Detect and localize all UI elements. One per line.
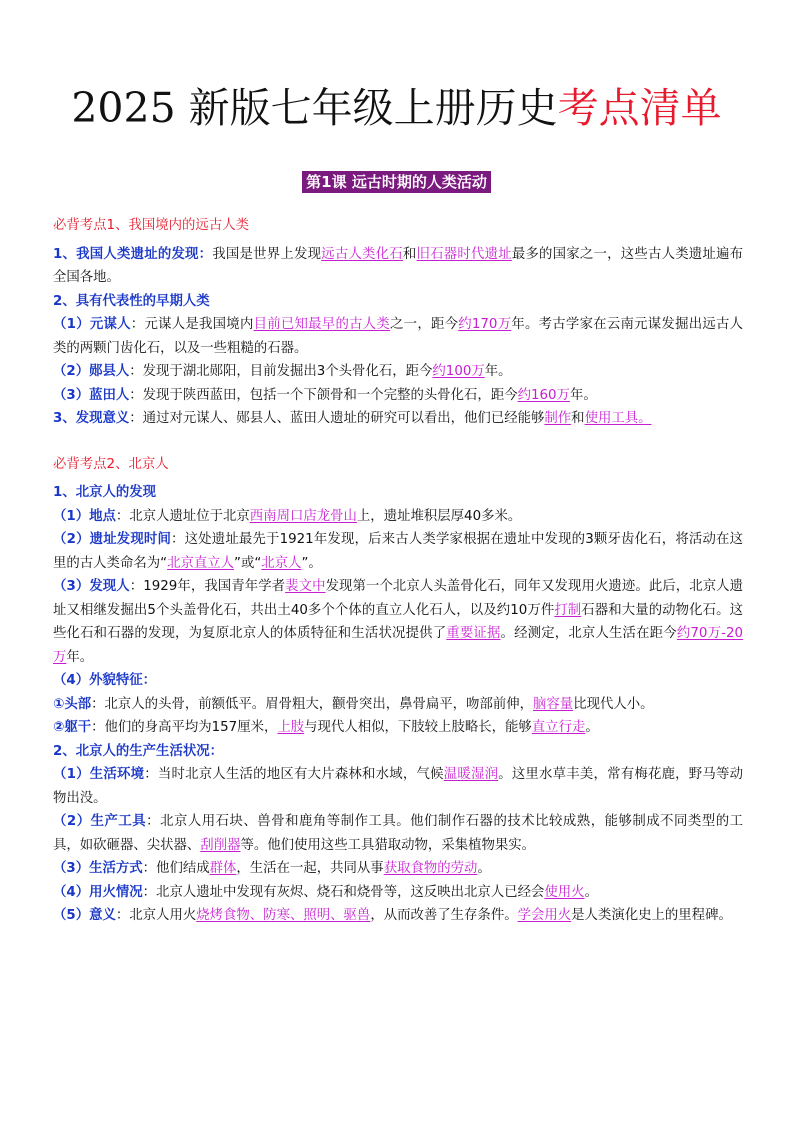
key-term: 目前已知最早的古人类 [253,317,391,332]
paragraph [53,505,743,529]
section-heading-1: 必背考点1、我国境内的远古人类 [53,218,249,233]
key-term: 约170万 [458,317,512,332]
text: 与现代人相似，下肢较上肢略长，能够 [304,720,532,735]
key-term: 制作 [544,411,572,426]
key-term: 约100万 [432,364,485,379]
text: ：1929年，我国青年学者 [129,579,286,594]
text: ，生活在一起，共同从事 [236,861,384,876]
key-term: 烧烤食物、防寒、照明、驱兽 [196,908,371,923]
key-term: 西南周口店龙骨山 [249,508,357,524]
text: 我国是世界上发现 [212,246,322,262]
text: 。 [584,884,598,900]
paragraph [53,384,743,408]
text: 石器和大量的动物化石。这些化石和石器的发现，为复原北京人的体质特征和生活状况提供了 [53,602,743,641]
text: 上，遗址堆积层厚40多米。 [356,508,522,524]
text: 年。 [66,649,94,665]
title-main: 2025 新版七年级上册历史 [71,84,558,132]
text: 是人类演化史上的里程碑。 [571,908,732,923]
text: ：北京人遗址中发现有灰烬、烧石和烧骨等，这反映出北京人已经会 [142,884,545,900]
point-lead: （3）生活方式 [53,861,143,876]
point-lead: （5）意义 [53,908,116,923]
text: 年。 [569,387,597,403]
key-term: 北京直立人 [167,555,235,571]
key-term: 使用工具。 [584,411,652,426]
paragraph [53,360,743,384]
paragraph [53,669,743,693]
key-term: 直立行走 [531,720,586,735]
paragraph [53,575,743,669]
point-lead: （2）郧县人 [53,364,130,379]
text: ：北京人遗址位于北京 [115,508,250,524]
point-lead: 1、我国人类遗址的发现： [53,246,213,262]
point-lead: （1）地点 [53,508,116,524]
paragraph [53,763,743,810]
paragraph [53,881,743,905]
text: ：当时北京人生活的地区有大片森林和水域，气候 [144,767,444,782]
title-highlight: 考点清单 [557,84,722,132]
key-term: 温暖湿润 [443,767,499,782]
text: 。 [585,720,599,735]
paragraph [53,481,743,505]
point-lead: （3）蓝田人 [53,387,130,403]
section-heading-2: 必背考点2、北京人 [53,456,169,472]
paragraph [53,693,743,717]
text: ：元谋人是我国境内 [130,317,254,332]
key-term: 约70万-20万 [53,626,744,665]
paragraph [53,528,743,575]
text: 比现代人小。 [573,696,654,712]
text: ：他们的身高平均为157厘米， [91,720,278,735]
paragraph [53,740,743,764]
key-term: 使用火 [544,884,585,900]
text: 。这里水草丰美，常有梅花鹿，野马等动物出没。 [53,767,744,806]
point-lead: 2、具有代表性的早期人类 [53,293,210,309]
point-lead: （1）元谋人 [53,317,131,332]
key-term: 约160万 [517,387,570,403]
key-term: 获取食物的劳动 [383,861,478,876]
point-lead: （2）生产工具 [53,814,147,829]
text: ：他们结成 [142,861,210,876]
key-term: 学会用火 [517,908,572,923]
paragraph [53,243,743,290]
text: 等。他们使用这些工具猎取动物，采集植物果实。 [240,837,536,853]
key-term: 刮削器 [200,837,241,853]
text: ：北京人的头骨，前额低平。眉骨粗大，颧骨突出，鼻骨扁平，吻部前伸， [91,696,534,712]
key-term: 远古人类化石 [321,246,403,262]
text: ，从而改善了生存条件。 [370,908,518,923]
text: ：北京人用火 [115,908,197,923]
paragraph [53,810,743,857]
point-lead: ②躯干 [53,720,92,735]
text: 和 [402,246,417,262]
key-term: 群体 [209,861,237,876]
text: ：发现于陕西蓝田，包括一个下颌骨和一个完整的头骨化石，距今 [129,387,518,403]
text: 和 [571,411,585,426]
point-lead: 2、北京人的生产生活状况： [53,743,224,759]
point-lead: （4）用火情况 [53,884,143,900]
key-term: 重要证据 [446,626,501,641]
text: ：通过对元谋人、郧县人、蓝田人遗址的研究可以看出，他们已经能够 [129,411,545,426]
text: 。经测定，北京人生活在距今 [500,626,677,641]
text: ”或“ [234,555,262,571]
point-lead: （4）外貌特征： [53,673,157,688]
point-lead: （3）发现人 [53,579,130,594]
text: 年。 [484,364,512,379]
text: 发现第一个北京人头盖骨化石，同年又发现用火遗迹。此后，北京人遗址又相继发掘出5个头盖骨化石，共出土40多个个体的直立人化石人，以及约10万件 [53,579,744,618]
key-term: 打制 [554,602,582,618]
point-lead: 3、发现意义 [53,411,130,426]
point-lead: ①头部 [53,696,92,712]
paragraph [53,407,743,431]
key-term: 脑容量 [533,696,574,712]
text: 之一，距今 [390,317,459,332]
paragraph [53,904,743,928]
key-term: 北京人 [261,555,302,571]
key-term: 上肢 [277,720,305,735]
text: 最多的国家之一，这些古人类遗址遍布全国各地。 [53,246,744,285]
text: 年。考古学家在云南元谋发掘出远古人类的两颗门齿化石，以及一些粗糙的石器。 [53,317,744,356]
point-lead: （2）遗址发现时间 [53,532,172,547]
point-lead: 1、北京人的发现 [53,485,157,500]
key-term: 裴文中 [285,579,326,594]
notes-body [53,214,743,928]
text: 。 [477,861,491,876]
page-title [0,80,793,136]
paragraph [53,313,743,360]
text: ：北京人用石块、兽骨和鹿角等制作工具。他们制作石器的技术比较成熟，能够制成不同类型的工具，如砍砸器、尖状器、 [53,814,743,853]
lesson-badge: 第1课 远古时期的人类活动 [302,171,491,193]
key-term: 旧石器时代遗址 [416,246,512,262]
paragraph [53,716,743,740]
point-lead: （1）生活环境 [53,767,145,782]
text: ”。 [301,555,322,571]
paragraph [53,857,743,881]
text: ：这处遗址最先于1921年发现，后来古人类学家根据在遗址中发现的3颗牙齿化石，将活动在这里的古人类命名为“ [53,532,743,571]
paragraph [53,290,743,314]
text: ：发现于湖北郧阳，目前发掘出3个头骨化石，距今 [129,364,433,379]
